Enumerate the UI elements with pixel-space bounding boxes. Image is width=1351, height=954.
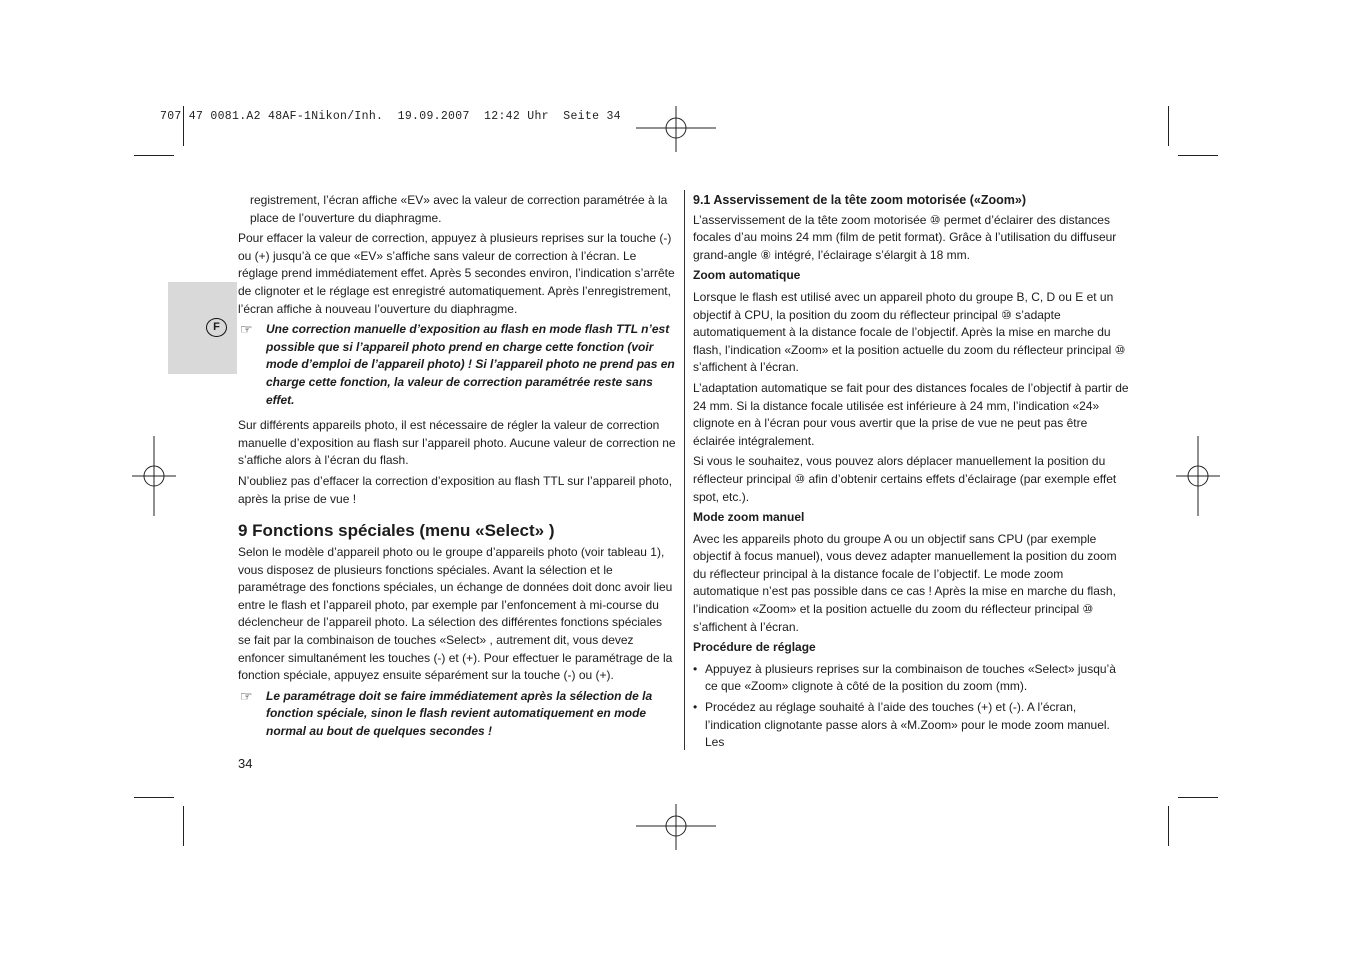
registration-target-top <box>636 106 716 152</box>
paragraph: registrement, l’écran affiche «EV» avec la valeur de correction paramétrée à la place de l’ouverture du diaphragme. <box>250 193 668 225</box>
run-in-heading: Procédure de réglage <box>693 640 816 655</box>
column-divider <box>684 190 685 750</box>
print-slug-header: 707 47 0081.A2 48AF-1Nikon/Inh. 19.09.2007 12:42 Uhr Seite 34 <box>160 110 621 123</box>
crop-mark <box>1168 106 1169 146</box>
paragraph: L’adaptation automatique se fait pour des distances focales de l’objectif à partir de 24 mm. Si la distance focale utilisée est inférieure à 24 mm, l’indication «24» clignote en à l’écran pour vous avertir que la prise de vue ne peut pas être éclairée intégralement. <box>693 380 1129 448</box>
paragraph: Pour effacer la valeur de correction, appuyez à plusieurs reprises sur la touche (-) ou (+) jusqu’à ce que «EV» s’affiche sans valeur de correction à l’écran. Le réglage prend immédiatement effet. Après 5 secondes environ, l’indication s’arrête de clignoter et le réglage est enregistré automatiquement. Après l’enregistrement, l’écran affiche à nouveau l’ouverture du diaphragme. <box>238 231 675 316</box>
paragraph: Lorsque le flash est utilisé avec un appareil photo du groupe B, C, D ou E et un objectif à CPU, la position du zoom du réflecteur principal ⑩ s’adapte automatiquement à la distance focale de l’objectif. Après la mise en marche du flash, l’indication «Zoom» et la position actuelle du zoom du réflecteur principal ⑩ s’affichent à l’écran. <box>693 289 1126 375</box>
crop-mark <box>183 806 184 846</box>
paragraph: Sur différents appareils photo, il est nécessaire de régler la valeur de correction manuelle d’exposition au flash sur l’appareil photo. Aucune valeur de correction ne s’affiche alors à l’écran du flash. <box>238 418 676 468</box>
note: ☞ Le paramétrage doit se faire immédiatement après la sélection de la fonction spéciale, sinon le flash revient automatiquement en mode normal au bout de quelques secondes ! <box>240 687 653 739</box>
language-tab <box>168 282 237 374</box>
pointing-hand-icon: ☞ <box>240 321 253 338</box>
paragraph: Avec les appareils photo du groupe A ou un objectif sans CPU (par exemple objectif à focus manuel), vous devez adapter manuellement la position du zoom du réflecteur principal à la distance focale de l’objectif. Le mode zoom automatique n’est pas possible dans ce cas ! Après la mise en marche du flash, l’indication «Zoom» et la position actuelle du zoom du réflecteur principal ⑩ s’affichent à l’écran. <box>693 531 1117 634</box>
section-heading: 9 Fonctions spéciales (menu «Select» ) <box>238 521 555 541</box>
run-in-heading: Mode zoom manuel <box>693 510 805 525</box>
paragraph: Si vous le souhaitez, vous pouvez alors déplacer manuellement la position du réflecteur principal ⑩ afin d’obtenir certains effets d’éclairage (par exemple effet spot, etc.). <box>693 454 1117 504</box>
bullet-item: • Procédez au réglage souhaité à l’aide des touches (+) et (-). A l’écran, l’indication clignotante passe alors à «M.Zoom» pour le mode zoom manuel. Les <box>693 700 1110 750</box>
bullet-icon: • <box>693 700 698 715</box>
registration-target-left <box>132 436 176 516</box>
bullet-icon: • <box>693 661 698 676</box>
registration-target-bottom <box>636 804 716 850</box>
paragraph: N’oubliez pas d’effacer la correction d’exposition au flash TTL sur l’appareil photo, après la prise de vue ! <box>238 473 673 506</box>
right-column <box>693 192 1130 755</box>
crop-mark <box>134 155 174 156</box>
bullet-item: • Appuyez à plusieurs reprises sur la combinaison de touches «Select» jusqu’à ce que «Zoom» clignote à côté de la position du zoom (mm). <box>693 661 1116 694</box>
run-in-heading: Zoom automatique <box>693 268 801 283</box>
crop-mark <box>1178 797 1218 798</box>
left-column <box>238 192 678 744</box>
paragraph: Selon le modèle d’appareil photo ou le groupe d’appareils photo (voir tableau 1), vous disposez de plusieurs fonctions spéciales. Avant la sélection et le paramétrage des fonctions spéciales, un échange de données doit donc avoir lieu entre le flash et l’appareil photo, par exemple par l’enfoncement à mi-course du déclencheur de l’appareil photo. La sélection des différentes fonctions spéciales se fait par la combinaison de touches «Select» , autrement dit, vous devez enfoncer simultanément les touches (-) et (+). Pour effectuer le paramétrage de la fonction spéciale, appuyez ensuite séparément sur la touche (-) ou (+). <box>238 545 673 683</box>
subsection-heading: 9.1 Asservissement de la tête zoom motorisée («Zoom») <box>693 193 1026 207</box>
note: ☞ Une correction manuelle d’exposition au flash en mode flash TTL n’est possible que si l’appareil photo prend en charge cette fonction (voir mode d’emploi de l’appareil photo) ! Si l’appareil photo ne prend pas en charge cette fonction, la valeur de correction paramétrée reste sans effet. <box>240 321 675 407</box>
pointing-hand-icon: ☞ <box>240 687 253 704</box>
registration-target-right <box>1176 436 1220 516</box>
crop-mark <box>1178 155 1218 156</box>
crop-mark <box>134 797 174 798</box>
paragraph: L’asservissement de la tête zoom motorisée ⑩ permet d’éclairer des distances focales d’au moins 24 mm (film de petit format). Grâce à l’utilisation du diffuseur grand-angle ⑧ intégré, l’éclairage s’élargit à 18 mm. <box>693 212 1117 262</box>
language-tab-letter: F <box>206 318 227 337</box>
crop-mark <box>1168 806 1169 846</box>
page-number: 34 <box>238 756 253 771</box>
